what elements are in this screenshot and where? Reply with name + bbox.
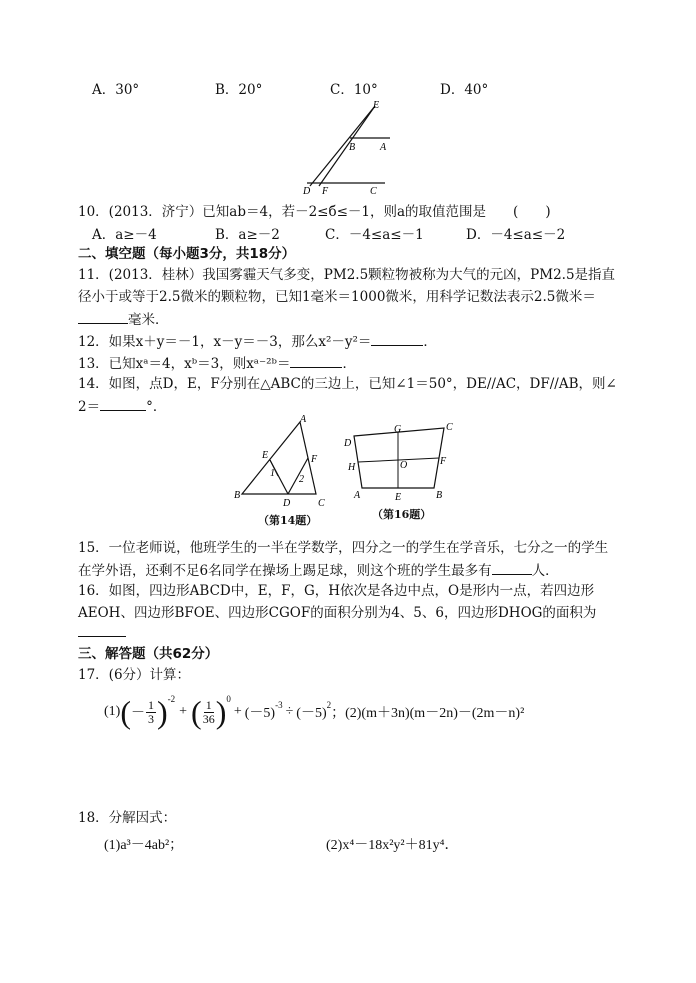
answer-blank[interactable] xyxy=(492,560,532,575)
answer-blank[interactable] xyxy=(78,309,128,324)
q17-part-1-label: (1) xyxy=(104,704,121,719)
q14-stem-part: 2＝ xyxy=(78,399,101,415)
q12-suffix: ． xyxy=(423,334,437,350)
q14-line-2 xyxy=(78,396,166,417)
answer-blank[interactable] xyxy=(371,331,423,346)
fraction-one-third: 1 3 xyxy=(147,697,154,726)
fig14-label-b: B xyxy=(234,490,241,501)
fig-16-quadrilateral xyxy=(340,418,460,504)
q14-line-1: 14．如图，点D，E，F分别在△ABC的三边上，已知∠1＝50°，DE//AC，DF//AB，则∠ xyxy=(78,376,617,392)
fraction-one-thirtysixth: 1 36 xyxy=(202,697,215,726)
q18-part-2: (2)x⁴－18x²y²＋81y⁴． xyxy=(326,838,459,853)
q9-label-e: E xyxy=(373,100,380,111)
fig16-label-b: B xyxy=(436,490,443,501)
fig16-label-o: O xyxy=(400,460,408,471)
q13-suffix: ． xyxy=(342,356,356,372)
q11-unit: 毫米． xyxy=(128,312,169,328)
fig16-label-h: H xyxy=(348,462,356,473)
q12-stem: 12．如果x＋y＝－1，x－y＝－3，那么x²－y²＝ xyxy=(78,334,372,350)
q9-label-a: A xyxy=(380,142,387,153)
q15-line-2 xyxy=(78,560,559,581)
fig-16-caption: （第16题） xyxy=(372,508,432,521)
q9-option-b: B．20° xyxy=(215,82,263,98)
fig14-label-f: F xyxy=(311,454,318,465)
q11-line-1: 11．(2013．桂林）我国雾霾天气多变，PM2.5颗粒物被称为大气的元凶，PM2.5是指直 xyxy=(78,267,616,283)
q16-line-2: AEOH、四边形BFOE、四边形CGOF的面积分别为4、5、6，四边形DHOG的面积为 xyxy=(78,605,597,621)
answer-blank[interactable] xyxy=(290,353,342,368)
fig16-label-c: C xyxy=(446,422,453,433)
q9-option-c: C．10° xyxy=(330,82,378,98)
q11-line-2: 径小于或等于2.5微米的颗粒物，已知1毫米＝1000微米，用科学记数法表示2.5微米＝ xyxy=(78,289,596,305)
q9-option-a: A．30° xyxy=(92,82,140,98)
q18-title: 18．分解因式： xyxy=(78,810,177,826)
q13-line xyxy=(78,353,356,374)
q14-suffix: °． xyxy=(146,399,167,415)
q13-stem: 13．已知xᵃ＝4，xᵇ＝3，则xᵃ⁻²ᵇ＝ xyxy=(78,356,291,372)
q10-option-a: A．a≥－4 xyxy=(92,227,157,243)
q17-part-2: ；(2)(m＋3n)(m－2n)－(2m－n)² xyxy=(331,706,525,721)
q9-label-d: D xyxy=(303,186,311,196)
fig14-label-a: A xyxy=(300,414,307,425)
q11-line-3 xyxy=(78,309,169,330)
q10-option-b: B．a≥－2 xyxy=(215,227,280,243)
q12-line xyxy=(78,331,437,352)
section-3-heading: 三、解答题（共62分） xyxy=(78,646,219,662)
fig14-label-d: D xyxy=(283,498,291,509)
q9-figure xyxy=(295,98,405,196)
q9-option-d: D．40° xyxy=(440,82,489,98)
q16-line-3 xyxy=(78,622,126,643)
q17-title: 17．(6分）计算： xyxy=(78,667,191,683)
q15-line-1: 15．一位老师说，他班学生的一半在学数学，四分之一的学生在学音乐，七分之一的学生 xyxy=(78,540,609,556)
q10-option-d: D．－4≤a≤－2 xyxy=(466,227,566,243)
fig-14-triangle xyxy=(232,414,332,510)
q16-line-1: 16．如图，四边形ABCD中，E，F，G，H依次是各边中点，O是形内一点，若四边形 xyxy=(78,583,595,599)
fig-14-caption: （第14题） xyxy=(258,514,318,527)
fig16-label-g: G xyxy=(394,424,402,435)
fig16-label-a: A xyxy=(354,490,361,501)
q18-part-1: (1)a³－4ab²； xyxy=(104,838,184,853)
fig16-label-d: D xyxy=(344,438,352,449)
q15-suffix: 人． xyxy=(531,563,559,579)
answer-blank[interactable] xyxy=(78,622,126,637)
q17-expression: (1) ( － 1 3 ) $^{-2}$ + ( 1 36 ) $^0$ + (－5) $^{-3}$ ÷ (－5) $^2$ ；(2)(m＋3n)(m－2n)－(2m－n)² xyxy=(104,694,525,730)
fig14-label-c: C xyxy=(318,498,325,509)
q9-label-c: C xyxy=(370,186,377,196)
fig16-label-e: E xyxy=(395,492,402,503)
q9-label-f: F xyxy=(322,186,329,196)
answer-blank[interactable] xyxy=(100,396,146,411)
fig14-angle-2: 2 xyxy=(299,474,304,485)
q10-stem: 10．(2013．济宁）已知ab＝4，若－2≤б≤－1，则a的取值范围是 ( ) xyxy=(78,204,551,220)
q9-label-b: B xyxy=(349,142,356,153)
q15-stem: 在学外语，还剩不足6名同学在操场上踢足球，则这个班的学生最多有 xyxy=(78,563,492,579)
fig14-angle-1: 1 xyxy=(270,468,275,479)
fig16-label-f: F xyxy=(440,456,447,467)
q10-option-c: C．－4≤a≤－1 xyxy=(325,227,424,243)
fig14-label-e: E xyxy=(262,450,269,461)
section-2-heading: 二、填空题（每小题3分，共18分） xyxy=(78,246,296,262)
